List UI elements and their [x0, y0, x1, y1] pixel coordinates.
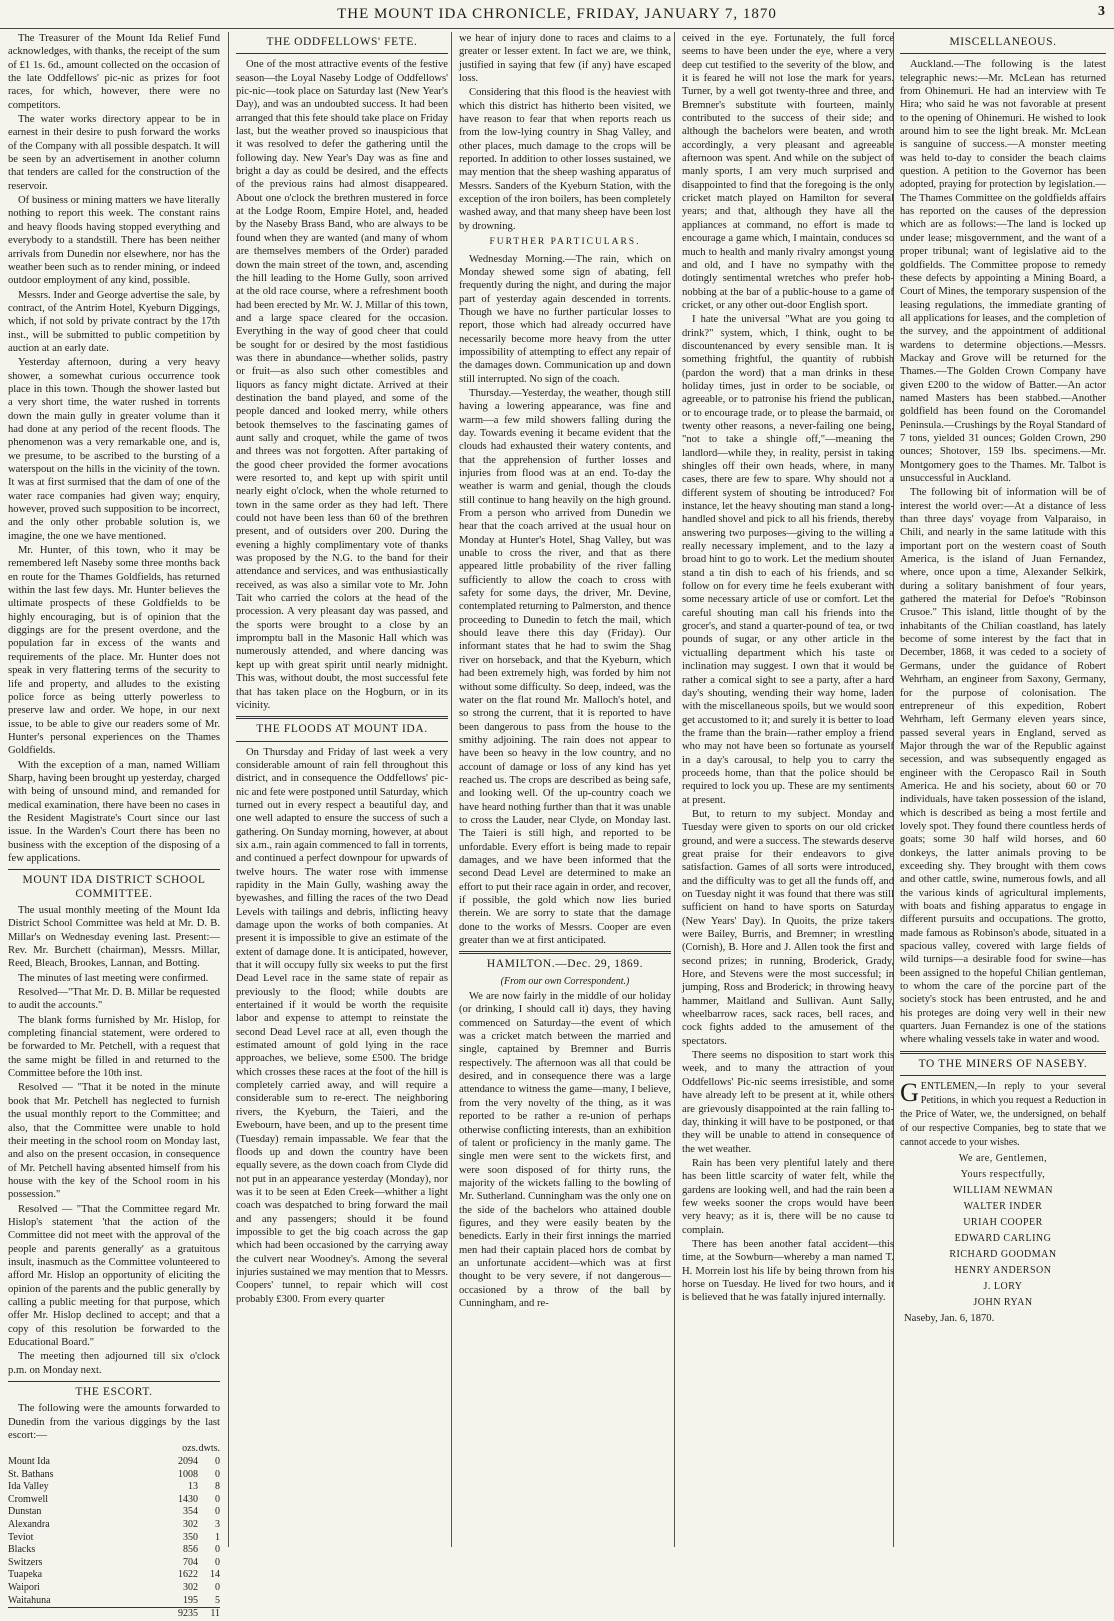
school-committee-heading: MOUNT IDA DISTRICT SCHOOL COMMITTEE. [22, 874, 206, 900]
escort-col-ozs: ozs. [182, 1443, 198, 1455]
escort-row [8, 1557, 220, 1570]
escort-ozs: 13 [188, 1481, 198, 1493]
miscellaneous-heading: MISCELLANEOUS. [949, 36, 1057, 48]
column-rule [674, 32, 675, 1547]
escort-dwts: 14 [210, 1569, 220, 1581]
escort-place: Waitahuna [8, 1594, 51, 1606]
divider [900, 1051, 1106, 1054]
signatory-name: WALTER INDER [963, 1201, 1043, 1213]
news-paragraph: we hear of injury done to races and claims to a greater or lesser extent. In fact we are, we think, justified in saying that few (if any) have escaped loss. [459, 33, 671, 85]
escort-place: Ida Valley [8, 1481, 49, 1493]
newspaper-title: THE MOUNT IDA CHRONICLE, FRIDAY, JANUARY 7, 1870 [337, 6, 777, 22]
divider [236, 53, 448, 54]
escort-row [8, 1519, 220, 1532]
news-paragraph: The Treasurer of the Mount Ida Relief Fund acknowledges, with thanks, the receipt of the sum of £1 1s. 6d., amount collected on the occasion of the late Oddfellows' pic-nic as prizes for foot races, for which, however, there were no competitors. [8, 33, 220, 111]
escort-row [8, 1544, 220, 1557]
news-paragraph: Wednesday Morning.—The rain, which on Monday shewed some sign of abating, fell frequently during the night, and during the major part of yesterday again descended in torrents. Though we have no further particular losses to report, those which had already occurred have necessarily become more heavy from the utter impossibility of attempting to effect any repair of the damages down. Communication up and down still interrupted. No sign of the coach. [459, 253, 671, 385]
news-paragraph: Thursday.—Yesterday, the weather, though still having a lowering appearance, was fine and warm—a few mild showers falling during the day. Towards evening it became evident that the clouds had exhausted their watery contents, and that the apprehension of further losses and injuries from flood was at an end. To-day the weather is warm and genial, though the clouds still continue to hang heavily on the high ground. From a person who arrived from Dunedin we hear that the coach arrived at the usual hour on Monday at Hunter's Hotel, Shag Valley, but was unable to cross the river, and that as there appeared little probability of the river falling sufficiently to allow the coach to cross with safety for some days, the driver, Mr. Devine, contemplated returning to Palmerston, and thence proceeding to Dunedin to fetch the mail, which should leave there this day (Friday). Our informant states that he had to swim the Shag river on horseback, and that the Kyeburn, which had been extremely high, was forded by him not without some difficulty. So deep, indeed, was the water on the flat round Mr. Malloch's hotel, and so strong the current, that it is reported to have been dangerous to pass from the house to the smithy adjoining. The rain does not appear to have been so heavy in the low country, and no account of damage or loss of any kind has yet reached us. The crops are described as being safe, and looking well. Of the up-country coach we have heard nothing further than that it was unable to cross the Lauder, near Clyde, on Monday last. The Taieri is still high, and reported to be unfordable. Every effort is being made to repair damages, and we have been informed that the second Dead Level are determined to make an effort to put their race again in order, and recover, if possible, the gold which now lies buried therein. We are sorry to state that the damage done to the works of Messrs. Cooper are even greater than we at first anticipated. [459, 387, 671, 947]
column-4 [682, 32, 894, 1547]
escort-row [8, 1595, 220, 1608]
news-paragraph: The water works directory appear to be in earnest in their desire to push forward the works of the Company with all possible despatch. It will be seen by an advertisement in another column that tenders are called for the construction of the reservoir. [8, 114, 220, 192]
news-paragraph: Rain has been very plentiful lately and there has been little scarcity of water felt, while the gardens are looking well, and had the rain been a few weeks sooner the crops would have been very heavy; as it is, there will be no cause to complain. [682, 1157, 894, 1236]
escort-place: Tuapeka [8, 1569, 43, 1581]
escort-heading: THE ESCORT. [75, 1386, 153, 1399]
news-paragraph: But, to return to my subject. Monday and Tuesday were given to sports on our old cricket ground, and were a success. The stewards deserve great praise for their endeavors to give satisfaction. Games of all sorts were introduced, and the difficulty was to get all the funds off, and on Tuesday night it was found that there was still sufficient on hand to have sports on Saturday (New Years' Day). In Quoits, the prize takers were Bailey, Burris, and Bremner; in wrestling (Cornish), B. Hore and J. Allen took the first and second prizes; in running, Broderick, Grady, Hore, and Stevens were the most successful; in jumping, Ross and Broderick; in throwing heavy hammer, Maitland and Sullivan. Aunt Sally, wheelbarrow races, sack races, bell races, and cock fights added to the amusement of the spectators. [682, 808, 894, 1047]
news-paragraph: There has been another fatal accident—this time, at the Sowburn—whereby a man named T. H. Morrein lost his life by being thrown from his horse on Tuesday. He lived for two hours, and it is believed that he was fatally injured internally. [682, 1238, 894, 1304]
escort-place: Blacks [8, 1544, 36, 1556]
news-paragraph: Messrs. Inder and George advertise the sale, by contract, of the Antrim Hotel, Kyeburn Diggings, which, if not sold by private contract by the 17th inst., will be submitted to public competition by auction at an early date. [8, 289, 220, 354]
escort-ozs: 350 [183, 1531, 198, 1543]
escort-dwts: 1 [215, 1531, 220, 1543]
escort-place: Dunstan [8, 1506, 42, 1518]
divider [900, 1075, 1106, 1076]
escort-table [8, 1443, 220, 1620]
escort-intro: The following were the amounts forwarded to Dunedin from the various diggings by the last escort:— [8, 1403, 220, 1442]
escort-ozs: 2094 [178, 1456, 198, 1467]
news-paragraph: The usual monthly meeting of the Mount Ida District School Committee was held at Mr. D. B. Millar's on Wednesday evening last. Present:—Rev. Mr. Burchett (chairman), Messrs. Millar, Reed, Bleach, Brookes, Lannan, and Botting. [8, 905, 220, 970]
notice-body: ENTLEMEN,—In reply to your several Petitions, in which you request a Reduction in the Price of Water, we, the undersigned, on behalf of our respective Companies, beg to state that we cannot accede to your wishes. [900, 1081, 1106, 1149]
escort-ozs: 1622 [178, 1569, 198, 1581]
escort-row [8, 1569, 220, 1582]
escort-dwts: 3 [215, 1518, 220, 1530]
news-paragraph: Mr. Hunter, of this town, who it may be remembered left Naseby some three months back en route for the Thames Goldfields, has returned within the last few days. Mr. Hunter believes the ultimate prospects of these Goldfields to be highly encouraging, but is of opinion that the diggings are for the present overdone, and the population far in excess of the wants and requirements of the place. Mr. Hunter does not speak in very flattering terms of the security to life and property, and alludes to the existing police force as being utterly powerless to preserve law and order. We hope, in our next issue, to be able to give our readers some of Mr. Hunter's personal experiences on the Thames Goldfields. [8, 545, 220, 757]
masthead [0, 0, 1114, 29]
column-1 [8, 32, 220, 1620]
news-paragraph: On Thursday and Friday of last week a very considerable amount of rain fell throughout this district, and in consequence the Oddfellows' pic-nic and fete were postponed until Saturday, which turned out in every respect a beautiful day, and one well adapted to ensure the success of such a gathering. On Sunday morning, however, at about six a.m., rain again commenced to fall in torrents, and continued a perfect downpour for upwards of twelve hours. The water rose with immense rapidity in the Main Gully, washing away the byewashes, and filling the races of the two Dead Levels with tailings and debris, inflicting heavy damage upon the works of both companies. At present it is impossible to give an estimate of the extent of damage done. It is anticipated, however, that it will occupy fully six weeks to put the first Dead Level race in the same state of repair as previously to the flood; while doubts are entertained if it would be worth the requisite labor and expense to attempt to reinstate the second Dead Level race at all, even though the estimated amount of gold lying in the race approaches, we believe, some £500. The bridge which crosses these races at the foot of the hill is completely carried away, and will require a considerable sum to re-erect. The neighboring rivers, the Kyeburn, the Taieri, and the Ewebourn, have been, and up to the present time (Tuesday) remain impassable. We fear that the floods up and down the country have been equally severe, as the down coach from Clyde did not put in an appearance yesterday (Monday), nor was it to be seen at Eden Creek—whither a light coach was despatched to bring forward the mail and any passengers; should it be found impossible to get the big coach across the gap which had been occasioned by the carrying away the culvert near Woodney's. Among the several injuries sustained we may mention that to Messrs. Coopers' tunnel, to repair which will cost probably £300. From every quarter [236, 746, 448, 1305]
escort-dwts: 0 [215, 1468, 220, 1480]
floods-heading: THE FLOODS AT MOUNT IDA. [256, 723, 428, 736]
escort-dwts: 0 [215, 1506, 220, 1518]
signatory-name: URIAH COOPER [963, 1217, 1043, 1229]
news-paragraph: Yesterday afternoon, during a very heavy shower, a somewhat curious occurrence took place in this town. Though the shower lasted but a very short time, the water rushed in torrents down the main gully in greater volume than it had done at any period of the recent floods. The phenomenon was a very remarkable one, and is, we presume, to be ascribed to the bursting of a waterspout on the hills in the vicinity of the town. It was at first surmised that the dam of one of the water race companies had given way; enquiry, however, proved such supposition to be incorrect, and the only other probable solution is, we imagine, the one we have mentioned. [8, 357, 220, 542]
news-paragraph: Resolved — "That it be noted in the minute book that Mr. Petchell has neglected to furnish the usual monthly report to the Committee; and also, that the Committee were unable to hold their meeting in the school room on Monday last, and also on the present occasion, in consequence of Mr. Petchell having absented himself from his house with the key of the School room in his possession." [8, 1082, 220, 1201]
news-paragraph: The meeting then adjourned till six o'clock p.m. on Monday next. [8, 1351, 220, 1376]
column-3 [459, 32, 671, 1547]
page-number: 3 [1098, 4, 1106, 19]
notice-greeting: We are, Gentlemen, [958, 1153, 1048, 1165]
escort-ozs: 302 [183, 1581, 198, 1593]
escort-place: Teviot [8, 1531, 34, 1543]
escort-place: St. Bathans [8, 1468, 54, 1480]
escort-ozs: 1430 [178, 1493, 198, 1505]
escort-header-row [8, 1443, 220, 1456]
column-5 [900, 32, 1106, 1547]
notice-closing: Yours respectfully, [960, 1169, 1046, 1181]
escort-row [8, 1481, 220, 1494]
news-paragraph: I hate the universal "What are you going to drink?" system, which, I think, ought to be discountenanced by every sensible man. It is something frightful, the quantity of rubbish (pardon the word) that a man drinks in these holiday times, just in order to be sociable, or agreeable, or to patronise his friend the publican, or to encourage trade, or to please the barmaid, or twenty other reasons, a never-failing one being, "not to take a shingle off,"—meaning the landlord—while they, in reality, persist in taking shingles off their own heads, where, in many cases, there are few to spare. Why should not a different system of shouting be introduced? For instance, let the heavy shouting man stand a long-handled shovel and pick to all his friends, thereby answering two purposes—giving to the willing a really necessary implement, and to the lazy a broad hint to go to work. Let the medium shouter stand a tin dish to each of his friends, and so follow on for every time he feels exuberant with some necessary article of use or comfort. Let the careful shouting man call his friends into the grocer's, and stand a quarter-pound of tea, or two pounds of sugar, or any other article in the victualling department which his taste or inclination may suggest. I own that it would be rather a comical sight to see a party, after a hard day's shouting, wending their way home, laden with the miscellaneous spoils, but we would soon get accustomed to it; and surely it is better to load the frame than the brain—rather employ a friend who may not have been so fortunate as yourself in a day's carousal, to help you to carry the proceeds home, than that the police should be required to lock you up. These are my sentiments at present. [682, 314, 894, 806]
news-paragraph: One of the most attractive events of the festive season—the Loyal Naseby Lodge of Oddfellows' pic-nic—took place on Saturday last (New Year's Day), and was an undoubted success. It had been arranged that this fete should take place on Friday last, but the weather proved so inauspicious that it was resolved to defer the gathering until the following day. New Year's Day was as fine and bright a day as could be desired, and the effects of the previous rains had almost disappeared. About one o'clock the brethren mustered in force at the Lodge Room, Empire Hotel, and, headed by the Naseby Brass Band, who are always to be found when they are wanted (and many of whom are themselves members of the Order) paraded down the main street of the town, and, ascending the hill leading to the Home Gully, soon arrived at the old race course, where a refreshment booth had been erected by Mr. W. J. Millar of this town, and a large space cleared for the occasion. Everything in the way of good cheer that could be sought for or desired by the most fastidious was there in abundance—whether solids, pastry or fruit—as also such other comestibles and liquors as fancy might dictate. Arrived at their destination the band played, and some of the people danced and looked merry, while others betook themselves to the fascinating games of aunt sally and croquet, while the game of twos and threes was not forgotten. After partaking of the good cheer provided the former avocations were resorted to, and kept up with spirit until nearly eight o'clock, when the whole returned to town in the same order as they had left. There could not have been less than 60 of the brethren present, and of outsiders over 200. During the evening a highly complimentary vote of thanks was proposed by the N.G. to the band for their attendance and services, and was enthusiastically received, as was also a similar vote to Mr. John Tait who carried the colors at the head of the procession. A very pleasant day was passed, and the sports were brought to a close by an impromptu ball in the Masonic Hall which was numerously attended, and where dancing was kept up with great spirit until nearly midnight. This was, without doubt, the most successful fete that has taken place on the Hogburn, or in its vicinity. [236, 59, 448, 711]
escort-dwts: 0 [215, 1456, 220, 1467]
news-paragraph: Considering that this flood is the heaviest with which this district has hitherto been visited, we have reason to fear that when reports reach us from the low-lying country in Shag Valley, and other places, much damage to the crops will be reported. In addition to other losses sustained, we may mention that the sheep washing apparatus of Messrs. Sanders of the Kyeburn Station, with the exception of the iron boilers, has been completely washed away, and that many sheep have been lost by drowning. [459, 87, 671, 232]
divider [900, 53, 1106, 54]
escort-ozs: 302 [183, 1518, 198, 1530]
escort-dwts: 0 [215, 1581, 220, 1593]
news-paragraph: There seems no disposition to start work this week, and to many the attraction of your Oddfellows' Pic-nic seems irresistible, and some have already left to be present at it, while others are grievously disappointed at the rain falling to-day, thinking it will have to be postponed, or that they will be unable to attend in consequence of the wet weather. [682, 1050, 894, 1155]
signatory-name: J. LORY [983, 1281, 1023, 1293]
divider [236, 741, 448, 742]
divider [236, 716, 448, 719]
divider [459, 951, 671, 954]
news-paragraph: We are now fairly in the middle of our holiday (or drinking, I should call it) days, they having commenced on Saturday—the event of which was a cricket match between the married and single, captained by Bremner and Burris respectively. The afternoon was all that could be desired, and in consequence there was a large attendance to witness the game—many, I believe, from the very novelty of the thing, as it was reported to be rather a re-union of perhaps otherwise conflicting interests, than an exhibition of talent or proficiency in the manly game. The single men were sent to the wickets first, and were soon disposed of for thirty runs, the majority of the wickets falling to the bowling of Mr. Sutherland. Cunningham was the only one on the side of the bachelors who attained double figures, and they were easily beaten by the benedicts. Early in their first innings the married men had their captain placed hors de combat by an unfortunate accident—which was at first thought to be very severe, if not dangerous—occasioned by a throw of the ball by Cunningham, and re- [459, 991, 671, 1309]
escort-dwts: 0 [215, 1544, 220, 1556]
escort-ozs: 704 [183, 1556, 198, 1568]
signatory-name: JOHN RYAN [973, 1297, 1033, 1309]
column-2 [236, 32, 448, 1547]
signatory-name: HENRY ANDERSON [954, 1265, 1052, 1277]
oddfellows-fete-heading: THE ODDFELLOWS' FETE. [266, 36, 418, 48]
escort-dwts: 0 [215, 1556, 220, 1568]
escort-row [8, 1456, 220, 1469]
escort-place: Cromwell [8, 1493, 48, 1505]
escort-place: Switzers [8, 1556, 43, 1568]
further-particulars-heading: FURTHER PARTICULARS. [489, 237, 641, 248]
escort-row [8, 1494, 220, 1507]
news-paragraph: With the exception of a man, named William Sharp, having been brought up yesterday, charged with being of unsound mind, and remanded for medical examination, there have been no cases in the Resident Magistrate's Court since our last issue. In the Warden's Court there has been no business with the exception of the disposing of a few applications. [8, 759, 220, 864]
news-paragraph: Of business or mining matters we have literally nothing to report this week. The constant rains and heavy floods having stopped everything and everybody to a standstill. There has been neither arrivals from Dunedin nor elsewhere, nor has the weather been such as to render mining, or indeed outdoor employment of any kind, possible. [8, 195, 220, 287]
escort-total-row [8, 1608, 220, 1621]
escort-dwts: 5 [215, 1594, 220, 1606]
escort-ozs: 856 [183, 1544, 198, 1556]
news-paragraph: ceived in the eye. Fortunately, the full force seems to have been under the eye, where a very deep cut testified to the severity of the blow, and it is feared he will not lose the mark for years. Turner, by a well got twenty-three and three, and Bremner's substitute with fourteen, mainly contributed to the success of their side; and although the bachelors were beaten, and wroth accordingly, a very pleasant and agreeable afternoon was spent. And while on the subject of manly sports, I am very much surprised and disappointed to find that the foregoing is the only cricket match played on Hamilton for several years; and that, although they have all the appliances at command, no effort is made to encourage a game which, I maintain, conduces so much to health and manly rivalry amongst young and old, and I have no sympathy with the dotingly sentimental wretches who prefer hob-nobbing at the bar of a public-house to a game of cricket, or any other out-door English sport. [682, 33, 894, 311]
water-price-notice [900, 1080, 1106, 1325]
escort-total-dwts: 11 [198, 1608, 220, 1621]
hamilton-heading: HAMILTON.—Dec. 29, 1869. [486, 958, 644, 971]
escort-row [8, 1506, 220, 1519]
escort-col-dwts: dwts. [198, 1443, 220, 1455]
escort-row [8, 1532, 220, 1545]
column-rule [451, 32, 452, 1547]
notice-heading: TO THE MINERS OF NASEBY. [918, 1057, 1088, 1070]
escort-place: Mount Ida [8, 1456, 50, 1467]
signatory-list [900, 1183, 1106, 1310]
signatory-name: WILLIAM NEWMAN [952, 1185, 1054, 1197]
signatory-name: EDWARD CARLING [954, 1233, 1052, 1245]
drop-cap: G [900, 1078, 919, 1108]
escort-ozs: 1008 [178, 1468, 198, 1480]
escort-place: Alexandra [8, 1518, 50, 1530]
divider [8, 1381, 220, 1382]
news-paragraph: The following bit of information will be of interest the world over:—At a distance of less than three days' voyage from Valparaiso, in Chili, and nearly in the same latitude with this important port on the western coast of South America, is the island of Juan Fernandez, where, once upon a time, Alexander Selkirk, during a solitary banishment of four years, gathered the material for Defoe's "Robinson Crusoe." This island, little thought of by the inhabitants of the Chilian coastland, has lately become of some interest by the fact that in December, 1868, it was ceded to a society of Germans, under the guidance of Robert Wehrham, an engineer from Saxony, Germany, for the purpose of colonisation. The entrepreneur of this expedition, Robert Wehrham, left Germany eleven years since, passed several years in England, served as Major through the war of the Republic against secession, and was subsequently engaged as engineer with the Ceropasco Rail in South America. He and his society, about 60 or 70 individuals, have taken possession of the island, which is described as being a most fertile and lovely spot. They found there countless herds of goats; some 30 half wild horses, and 60 donkeys, the latter animals proving to be exceeding shy. They brought with them cows and other cattle, swine, numerous fowls, and all the various kinds of agricultural implements, with boats and fishing apparatus to engage in different pursuits and occupations. The grotto, made famous as Robinson's abode, situated in a spacious valley, covered with large fields of wild turnips—a desirable food for swine—has been assigned to the hopeful Chilian gentleman, to whom the care of the porcine part of the society's stock has been entrusted, and he and his proteges are doing very well in their new quarters. Juan Fernandez is one of the stations where whaling vessels take in water and wood. [900, 487, 1106, 1046]
escort-ozs: 354 [183, 1506, 198, 1518]
news-paragraph: The blank forms furnished by Mr. Hislop, for completing financial statement, were ordered to be forwarded to Mr. Petchell, with a request that the same might be filled in and returned to the Committee before the 10th inst. [8, 1014, 220, 1080]
news-paragraph: Resolved — "That the Committee regard Mr. Hislop's statement 'that the action of the Committee did not meet with the approval of the people and parents generally' as a gratuitous insult, inasmuch as the Committee volunteered to afford Mr. Hislop an opportunity of eliciting the opinion of the parents and the public generally by calling a public meeting for that purpose, which offer Mr. Hislop declined to accept; and that a copy of this resolution be forwarded to the Educational Board." [8, 1203, 220, 1348]
escort-total-ozs: 9235 [158, 1608, 198, 1621]
correspondent-note: (From our own Correspondent.) [500, 975, 630, 987]
news-paragraph: The minutes of last meeting were confirmed. [18, 972, 209, 984]
notice-dateline: Naseby, Jan. 6, 1870. [904, 1313, 995, 1325]
news-paragraph: Resolved—"That Mr. D. B. Millar be requested to audit the accounts." [8, 987, 220, 1012]
escort-dwts: 0 [215, 1493, 220, 1505]
column-rule [228, 32, 229, 1547]
signatory-name: RICHARD GOODMAN [949, 1249, 1057, 1261]
escort-row [8, 1469, 220, 1482]
news-paragraph: Auckland.—The following is the latest telegraphic news:—Mr. McLean has returned from Ohinemuri. He had an interview with Te Hira; who said he was not favorable at present to the opening of Ohinemuri. He wished to look around him to see the light break. Mr. McLean is sanguine of success.—A monster meeting was held to-day to consider the beach claims question. A petition to the Governor has been adopted, praying for protection by legislation.—The Thames Committee on the goldfields affairs has reported on the causes of the depression which are as follows:—The land is locked up under lease; misgovernment, and the want of a proper tribunal; want of legislative aid to the goldfields. The Committee propose to remedy these defects by appointing a Mining Board, a Court of Mines, the temporary suspension of the leasing regulations, the immediate granting of all applications for leases, and the completion of the survey, and the appointment of additional wardens to determine objections.—Messrs. Mackay and Grove will be returned for the Thames.—The Golden Crown Company have given £200 to the widow of Batter.—An actor named Masters has been stabbed.—Another goldfield has been found on the Coromandel Peninsula.—Crushings by the Royal Standard of 7 tons, yielded 31 ounces; Golden Crown, 290 ounces; Shotover, 159 lbs. specimens.—Mr. Montgomery goes to the Thames. Mr. Talbot is unsuccessful in Auckland. [900, 59, 1106, 484]
escort-place: Waipori [8, 1581, 40, 1593]
escort-dwts: 8 [215, 1481, 220, 1493]
escort-ozs: 195 [183, 1594, 198, 1606]
escort-row [8, 1582, 220, 1595]
divider [8, 869, 220, 870]
